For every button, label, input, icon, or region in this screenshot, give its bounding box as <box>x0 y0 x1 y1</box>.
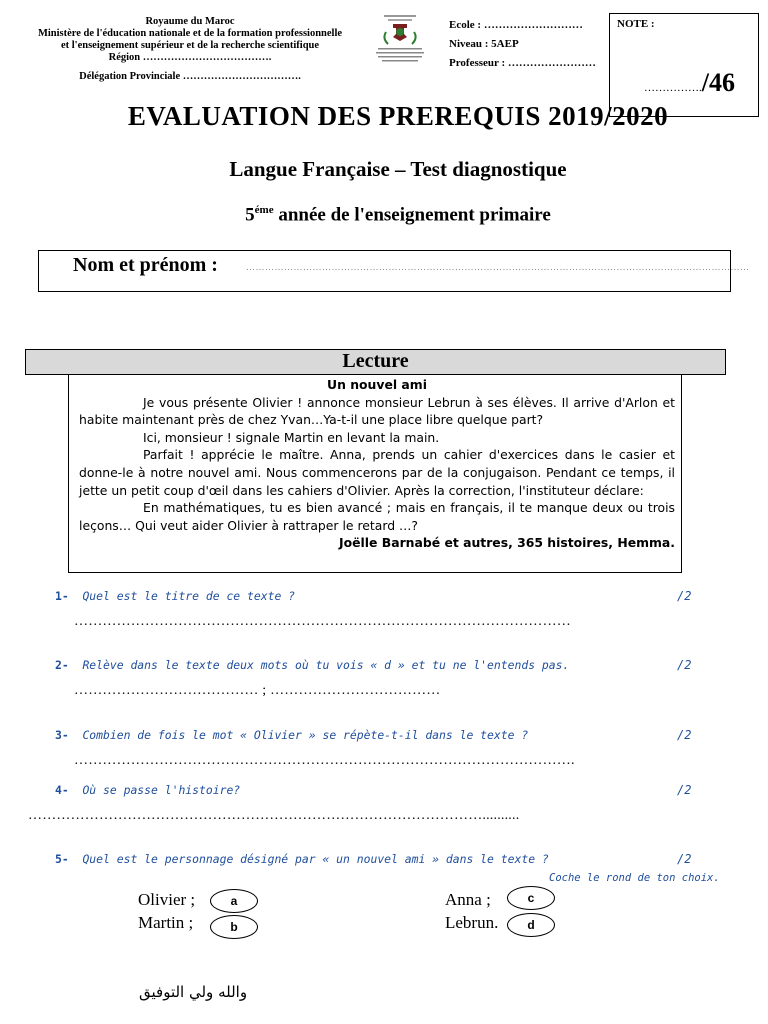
grade-number: 5 <box>245 204 255 226</box>
grade-text: année de l'enseignement primaire <box>273 204 551 226</box>
answer-4-field[interactable]: …………………………………………………………………………………….......... <box>28 808 520 823</box>
story-paragraph-3: Parfait ! apprécie le maître. Anna, prends un cahier d'exercices dans le casier et donne-le à notre nouvel ami. Nous commencerons par de la conjugaison. Pendant ce temps, il jette un petit coup d'œil dans les cahiers d'Olivier. Après la correction, l'instituteur déclare: <box>79 447 675 498</box>
question-2-number: 2- <box>55 658 69 672</box>
grade-line <box>0 204 768 226</box>
question-3 <box>55 728 528 742</box>
question-1-points: /2 <box>677 589 692 603</box>
page-title: EVALUATION DES PREREQUIS 2019/2020 <box>127 101 669 131</box>
choice-olivier-label: Olivier ; <box>138 890 196 909</box>
story-paragraph-1: Je vous présente Olivier ! annonce monsieur Lebrun à ses élèves. Il arrive d'Arlon et habite maintenant près de chez Yvan…Ya-t-il une place libre quelque part? <box>79 394 675 428</box>
question-2-text: Relève dans le texte deux mots où tu vois « d » et tu ne l'entends pas. <box>82 658 570 672</box>
name-label: Nom et prénom : <box>73 254 218 276</box>
ministry-line: Ministère de l'éducation nationale et de la formation professionnelle <box>37 28 343 39</box>
school-field[interactable]: Ecole : ……………………… <box>449 19 583 31</box>
question-5 <box>55 852 549 866</box>
choice-d-circle[interactable]: d <box>507 913 555 937</box>
question-4-number: 4- <box>55 783 69 797</box>
note-score[interactable] <box>644 68 735 98</box>
grade-suffix: éme <box>254 204 274 216</box>
story-title: Un nouvel ami <box>327 377 427 392</box>
name-field[interactable]: …………………………………………………………………………………………………………………………………………… <box>246 262 750 272</box>
question-3-number: 3- <box>55 728 69 742</box>
question-1-number: 1- <box>55 589 69 603</box>
question-3-points: /2 <box>677 728 692 742</box>
choice-lebrun-label: Lebrun. <box>445 913 499 932</box>
question-1 <box>55 589 295 603</box>
choice-b-circle[interactable]: b <box>210 915 258 939</box>
choice-c-circle[interactable]: c <box>507 886 555 910</box>
story-paragraph-4: En mathématiques, tu es bien avancé ; mais en français, il te manque deux ou trois leçons… Qui veut aider Olivier à rattraper le retard …? <box>79 500 675 533</box>
question-5-number: 5- <box>55 852 69 866</box>
choice-a-circle[interactable]: a <box>210 889 258 913</box>
ministry-line-2: et l'enseignement supérieur et de la recherche scientifique <box>60 40 320 51</box>
question-5-text: Quel est le personnage désigné par « un nouvel ami » dans le texte ? <box>82 852 549 866</box>
question-5-points: /2 <box>677 852 692 866</box>
question-4-points: /2 <box>677 783 692 797</box>
question-3-text: Combien de fois le mot « Olivier » se répète-t-il dans le texte ? <box>82 728 529 742</box>
answer-1-field[interactable]: …………………………………………………………………………………………… <box>74 614 571 629</box>
school-info <box>449 16 596 73</box>
page-subtitle: Langue Française – Test diagnostique <box>229 157 567 181</box>
question-1-text: Quel est le titre de ce texte ? <box>82 589 296 603</box>
answer-3-field[interactable]: ……………………………………………………………………………………………. <box>74 753 575 768</box>
region-line: Région ………………………………. <box>108 52 272 63</box>
reading-text <box>79 376 675 552</box>
question-2 <box>55 658 569 672</box>
teacher-field[interactable]: Professeur : …………………… <box>449 57 596 69</box>
morocco-emblem-icon <box>370 14 430 66</box>
kingdom-line: Royaume du Maroc <box>145 16 235 27</box>
ministry-header <box>20 16 360 83</box>
level-field: Niveau : 5AEP <box>449 38 519 50</box>
question-2-points: /2 <box>677 658 692 672</box>
story-source: Joëlle Barnabé et autres, 365 histoires, Hemma. <box>339 535 675 551</box>
note-label: NOTE : <box>617 18 655 30</box>
closing-phrase: والله ولي التوفيق <box>139 983 248 1001</box>
note-total: /46 <box>701 68 735 97</box>
answer-2-field[interactable]: ………………………………… ; ……………………………… <box>74 683 441 698</box>
choice-martin-label: Martin ; <box>138 913 194 932</box>
question-4-text: Où se passe l'histoire? <box>82 783 241 797</box>
story-paragraph-2: Ici, monsieur ! signale Martin en levant la main. <box>143 429 440 445</box>
question-5-instruction: Coche le rond de ton choix. <box>549 872 720 884</box>
question-4 <box>55 783 240 797</box>
choice-anna-label: Anna ; <box>445 890 491 909</box>
delegation-line: Délégation Provinciale ……………………………. <box>79 71 301 82</box>
note-dots: ……………. <box>644 82 702 94</box>
lecture-heading: Lecture <box>342 350 409 372</box>
